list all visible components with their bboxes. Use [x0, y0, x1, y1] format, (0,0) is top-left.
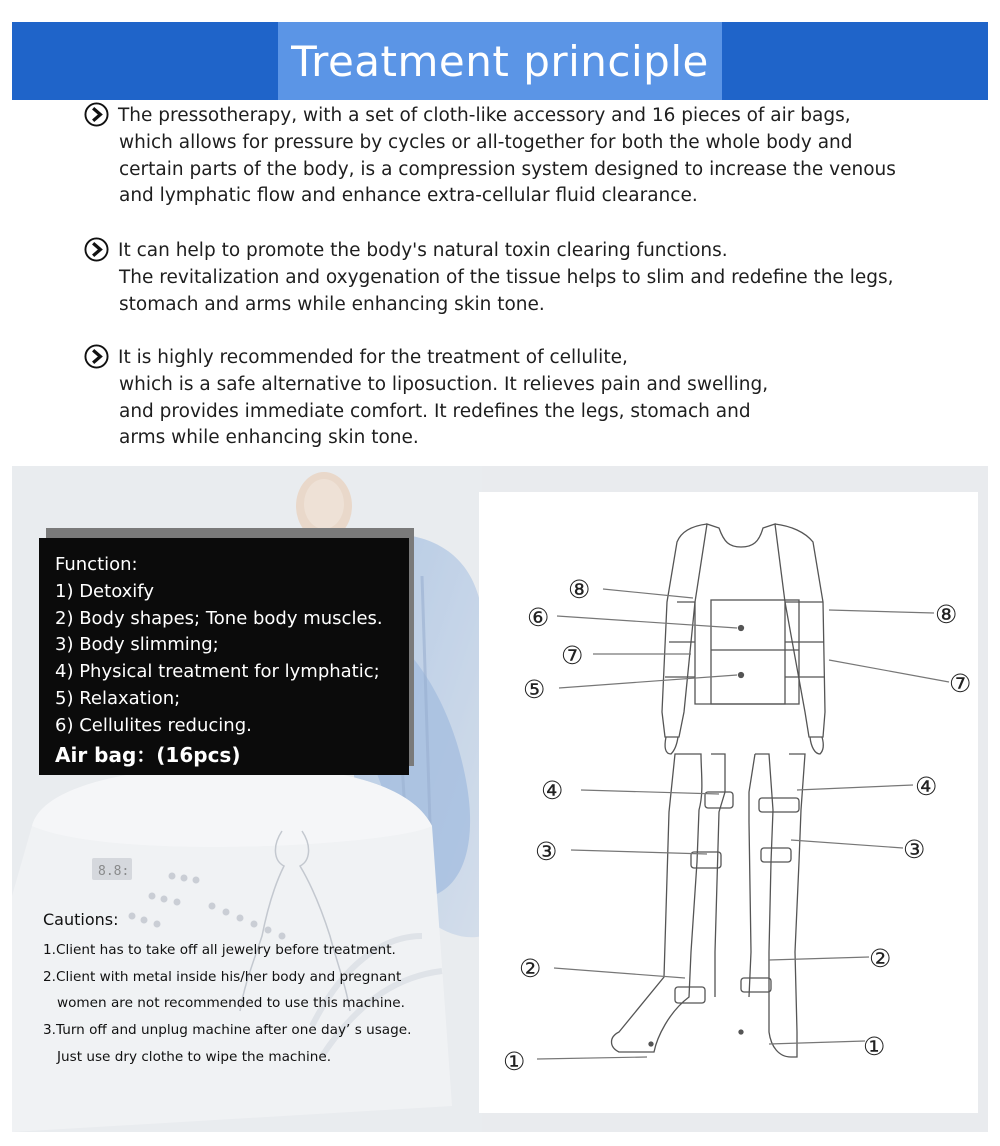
- principle-1-line-4: and lymphatic flow and enhance extra-cellular fluid clearance.: [119, 185, 698, 207]
- function-item-5: 5) Relaxation;: [55, 687, 181, 709]
- caution-line-5: Just use dry clothe to wipe the machine.: [57, 1048, 332, 1065]
- diagram-label-right-1: ①: [863, 1032, 886, 1061]
- diagram-label-left-6: ⑥: [527, 603, 550, 632]
- air-bag-count: Air bag：(16pcs): [55, 742, 241, 767]
- function-item-6: 6) Cellulites reducing.: [55, 714, 252, 736]
- function-item-3: 3) Body slimming;: [55, 634, 219, 656]
- principle-2-line-1: It can help to promote the body's natural toxin clearing functions.: [118, 240, 728, 261]
- machine-display-readout: 8.8:: [98, 864, 130, 879]
- cautions-block: [43, 909, 411, 1071]
- principle-2-line-2: The revitalization and oxygenation of the tissue helps to slim and redefine the legs,: [119, 266, 894, 288]
- function-title: Function:: [55, 554, 138, 575]
- suit-outline: [612, 524, 826, 1057]
- caution-line-3: women are not recommended to use this machine.: [57, 995, 405, 1012]
- diagram-label-right-8: ⑧: [935, 600, 958, 629]
- diagram-label-left-8: ⑧: [568, 575, 591, 604]
- arrow-circle-icon: [84, 102, 109, 127]
- diagram-label-right-2: ②: [869, 944, 892, 973]
- page-title: Treatment principle: [291, 36, 709, 86]
- diagram-label-right-7: ⑦: [949, 669, 972, 698]
- function-item-4: 4) Physical treatment for lymphatic;: [55, 661, 380, 683]
- principle-paragraph-3: [84, 344, 768, 452]
- cautions-title: Cautions:: [43, 910, 119, 929]
- diagram-label-left-3: ③: [535, 837, 558, 866]
- airbag-diagram-panel: [479, 492, 978, 1113]
- airbag-suit-diagram: [479, 492, 978, 1113]
- function-box: [39, 538, 409, 775]
- principle-3-line-1: It is highly recommended for the treatment of cellulite,: [118, 347, 628, 368]
- principle-3-line-2: which is a safe alternative to liposuction. It relieves pain and swelling,: [119, 373, 769, 395]
- diagram-leader-lines: [537, 589, 949, 1059]
- diagram-label-left-1: ①: [503, 1047, 526, 1076]
- principle-2-line-3: stomach and arms while enhancing skin tone.: [119, 293, 545, 315]
- diagram-label-left-5: ⑤: [523, 675, 546, 704]
- header-title-box: [278, 22, 722, 100]
- principle-paragraph-1: [84, 102, 896, 210]
- arrow-circle-icon: [84, 344, 109, 369]
- diagram-label-left-7: ⑦: [561, 641, 584, 670]
- principle-paragraph-2: [84, 237, 893, 318]
- principle-1-line-1: The pressotherapy, with a set of cloth-like accessory and 16 pieces of air bags,: [118, 105, 851, 126]
- principle-1-line-3: certain parts of the body, is a compression system designed to increase the venous: [119, 158, 896, 180]
- diagram-label-right-4: ④: [915, 772, 938, 801]
- diagram-label-left-4: ④: [541, 776, 564, 805]
- caution-line-4: 3.Turn off and unplug machine after one day’ s usage.: [43, 1022, 412, 1039]
- principle-1-line-2: which allows for pressure by cycles or all-together for both the whole body and: [119, 131, 853, 153]
- principle-3-line-4: arms while enhancing skin tone.: [119, 427, 419, 449]
- arrow-circle-icon: [84, 237, 109, 262]
- diagram-label-left-2: ②: [519, 954, 542, 983]
- function-item-2: 2) Body shapes; Tone body muscles.: [55, 607, 383, 629]
- caution-line-2: 2.Client with metal inside his/her body and pregnant: [43, 968, 402, 985]
- principle-3-line-3: and provides immediate comfort. It redefines the legs, stomach and: [119, 400, 751, 422]
- function-item-1: 1) Detoxify: [55, 580, 154, 602]
- diagram-label-right-3: ③: [903, 835, 926, 864]
- caution-line-1: 1.Client has to take off all jewelry before treatment.: [43, 942, 396, 958]
